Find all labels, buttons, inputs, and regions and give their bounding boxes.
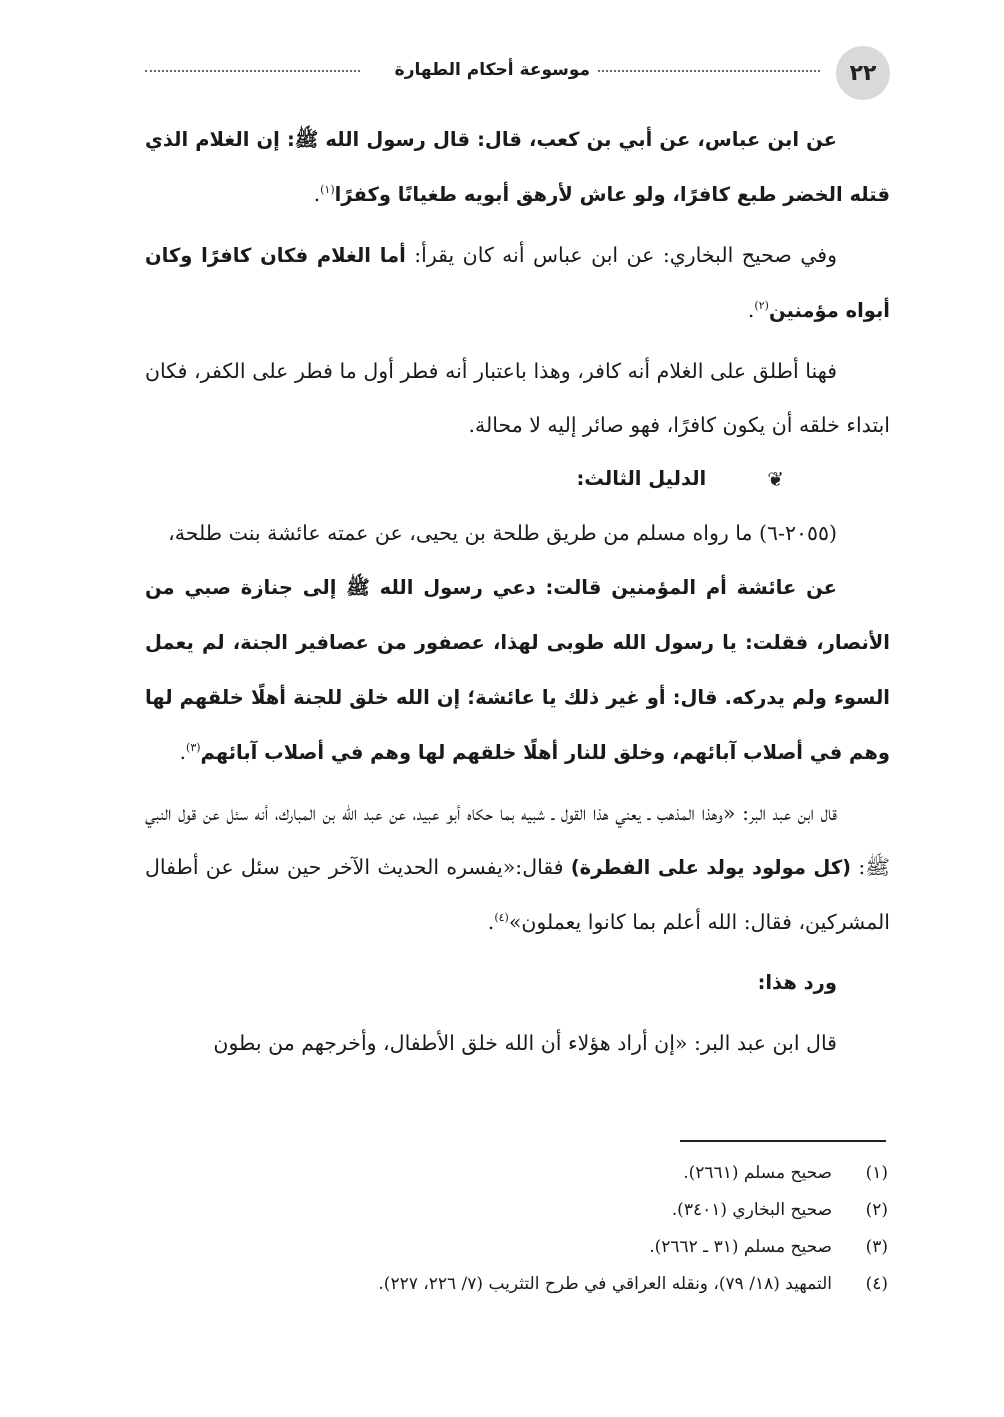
header-dotted-line-right — [598, 70, 820, 72]
footnote-number: (٣) — [865, 1237, 888, 1257]
footnote-text: صحيح مسلم (٣١ ـ ٢٦٦٢). — [649, 1237, 832, 1257]
period: . — [747, 298, 755, 322]
period: . — [179, 740, 187, 764]
footnote-1 — [145, 1155, 890, 1192]
heading-text: الدليل الثالث: — [576, 467, 707, 490]
page-header — [145, 46, 890, 104]
paragraph-hadith-1 — [145, 112, 890, 222]
footnote-ref-3[interactable]: (٣) — [186, 741, 201, 755]
footnote-ref-4[interactable]: (٤) — [494, 911, 509, 925]
paragraph-commentary: فهنا أطلق على الغلام أنه كافر، وهذا باعتبار أنه فطر أول ما فطر على الكفر، فكان ابتداء خلقه أن يكون كافرًا، فهو صائر إليه لا محالة. — [145, 359, 890, 437]
paragraph-rebuttal: قال ابن عبد البر: «إن أراد هؤلاء أن الله خلق الأطفال، وأخرجهم من بطون — [213, 1031, 837, 1055]
paragraph-muslim-chain: (٢٠٥٥-٦) ما رواه مسلم من طريق طلحة بن يحيى، عن عمته عائشة بنت طلحة، — [168, 521, 837, 545]
running-title: موسوعة أحكام الطهارة — [394, 60, 590, 80]
hadith-text: عن عائشة أم المؤمنين قالت: دعي رسول الله ﷺ إلى جنازة صبي من الأنصار، فقلت: يا رسول الله طوبى لهذا، عصفور من عصافير الجنة، لم يعمل السوء ولم يدركه. قال: أو غير ذلك يا عائشة؛ إن الله خلق للجنة أهلًا خلقهم لها وهم في أصلاب آبائهم، وخلق للنار أهلًا خلقهم لها وهم في أصلاب آبائهم — [145, 576, 890, 764]
footnote-number: (٢) — [865, 1200, 888, 1220]
header-dotted-line-left — [145, 70, 360, 72]
period: . — [313, 182, 321, 206]
page-number-badge: ٢٢ — [836, 46, 890, 100]
subheading-text: ورد هذا: — [757, 971, 837, 994]
footnote-number: (١) — [865, 1163, 888, 1183]
main-text — [145, 112, 890, 1070]
subheading-rebuttal — [145, 955, 890, 1010]
paragraph-bukhari — [145, 228, 890, 338]
leaf-icon: ❦ — [767, 467, 784, 491]
period: . — [487, 910, 495, 934]
footnote-number: (٤) — [865, 1274, 888, 1294]
footnote-text: صحيح مسلم (٢٦٦١). — [683, 1163, 832, 1183]
plain-text: قال ابن عبد البر: «وهذا المذهب ـ يعني هذا القول ـ شبيه بما حكاه أبو عبيد، عن عبد الله بن المبارك، أنه سئل عن قول النبي ﷺ: — [145, 801, 891, 879]
footnote-3 — [145, 1229, 890, 1266]
hadith-text: عن ابن عباس، عن أبي بن كعب، قال: قال رسول الله ﷺ: إن الغلام الذي قتله الخضر طبع كافرًا، ولو عاش لأرهق أبويه طغيانًا وكفرًا — [145, 128, 890, 206]
quran-reading: أما الغلام فكان كافرًا وكان أبواه مؤمنين — [145, 244, 890, 322]
footnote-4 — [145, 1266, 890, 1303]
footnote-ref-1[interactable]: (١) — [320, 183, 335, 197]
hadith-quote: (كل مولود يولد على الفطرة) — [570, 856, 852, 879]
paragraph-ibn-abd-albarr — [145, 786, 890, 949]
footnotes — [145, 1155, 890, 1303]
footnote-text: صحيح البخاري (٣٤٠١). — [671, 1200, 832, 1220]
paragraph-hadith-aisha — [145, 560, 890, 780]
footnote-ref-2[interactable]: (٢) — [754, 299, 769, 313]
footnote-2 — [145, 1192, 890, 1229]
plain-text: وفي صحيح البخاري: عن ابن عباس أنه كان يقرأ: — [405, 243, 837, 267]
plain-text: فقال:«يفسره الحديث الآخر حين سئل عن أطفال المشركين، فقال: الله أعلم بما كانوا يعملون» — [145, 855, 890, 934]
footnote-text: التمهيد (١٨/ ٧٩)، ونقله العراقي في طرح التثريب (٧/ ٢٢٦، ٢٢٧). — [378, 1274, 832, 1294]
section-heading — [145, 452, 890, 506]
footnote-separator — [680, 1140, 886, 1142]
